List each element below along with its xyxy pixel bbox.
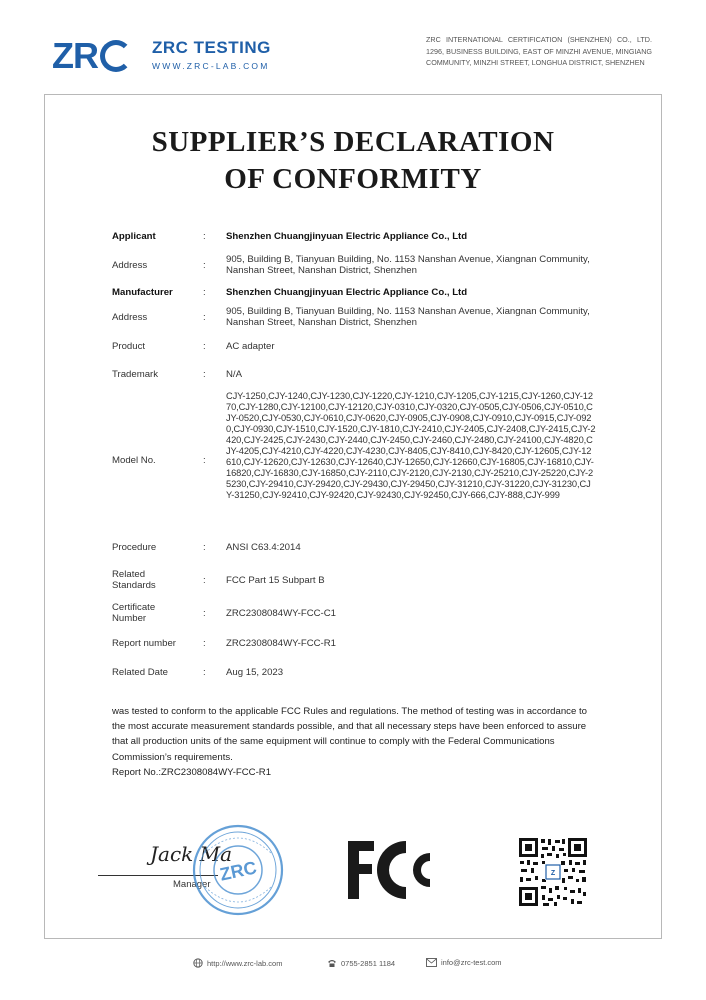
company-address: ZRC INTERNATIONAL CERTIFICATION (SHENZHEN) CO., LTD. 1296, BUSINESS BUILDING, EAST OF MINZHI AVENUE, MINGIANG COMMUNITY, MINZHI STREET, LONGHUA DISTRICT, SHENZHEN [426, 35, 652, 67]
field-applicant-address [112, 254, 592, 278]
field-value: 905, Building B, Tianyuan Building, No. 1153 Nanshan Avenue, Xiangnan Community, Nanshan Street, Nanshan District, Shenzhen [226, 306, 590, 328]
field-label: Trademark [112, 369, 159, 380]
logo-mark: ZR [52, 36, 132, 76]
logo-name: ZRC TESTING [152, 38, 271, 57]
field-value: ZRC2308084WY-FCC-C1 [226, 608, 337, 619]
field-value: N/A [226, 369, 242, 380]
field-colon: : [203, 455, 206, 466]
footer-email[interactable]: info@zrc-test.com [426, 958, 502, 969]
field-colon: : [203, 575, 206, 586]
field-label: Related Standards [112, 569, 156, 591]
field-colon: : [203, 260, 206, 271]
stamp-text: ZRC [218, 857, 259, 885]
field-report-number [112, 638, 592, 650]
globe-icon [193, 958, 203, 970]
phone-icon [327, 958, 337, 970]
field-colon: : [203, 638, 206, 649]
logo-url: WWW.ZRC-LAB.COM [152, 61, 270, 71]
field-value: FCC Part 15 Subpart B [226, 575, 325, 586]
field-label: Address [112, 260, 148, 271]
field-value: Shenzhen Chuangjinyuan Electric Appliance Co., Ltd [226, 231, 468, 242]
field-manufacturer-address [112, 306, 592, 330]
fcc-logo [346, 839, 436, 901]
svg-text:Z: Z [550, 870, 556, 877]
title-line-1: SUPPLIER’S DECLARATION [151, 126, 555, 158]
field-procedure [112, 542, 592, 554]
field-colon: : [203, 369, 206, 380]
field-value: 905, Building B, Tianyuan Building, No. 1153 Nanshan Avenue, Xiangnan Community, Nanshan Street, Nanshan District, Shenzhen [226, 254, 590, 276]
field-colon: : [203, 608, 206, 619]
field-value: ANSI C63.4:2014 [226, 542, 301, 553]
field-colon: : [203, 312, 206, 323]
zrc-logo [52, 36, 292, 76]
field-value: AC adapter [226, 341, 275, 352]
zrc-stamp [191, 823, 285, 917]
field-manufacturer [112, 287, 592, 299]
field-product [112, 341, 592, 353]
field-colon: : [203, 287, 206, 298]
field-label: Certificate Number [112, 602, 156, 624]
field-label: Product [112, 341, 146, 352]
signature-role: Manager [173, 879, 211, 890]
field-label: Procedure [112, 542, 157, 553]
field-applicant [112, 231, 592, 243]
title-line-2: OF CONFORMITY [224, 163, 482, 195]
field-colon: : [203, 542, 206, 553]
field-label: Manufacturer [112, 287, 173, 298]
field-label: Related Date [112, 667, 168, 678]
signature: Jack Ma [150, 842, 233, 866]
field-colon: : [203, 667, 206, 678]
field-value: CJY-1250,CJY-1240,CJY-1230,CJY-1220,CJY-1210,CJY-1205,CJY-1215,CJY-1260,CJY-1270,CJY-1280,CJY-12100,CJY-12120,CJY-0310,CJY-0320,CJY-0505,CJY-0506,CJY-0510,CJY-0520,CJY-0530,CJY-0610,CJY-0620,CJY-0905,CJY-0908,CJY-0910,CJY-0915,CJY-0920,CJY-0930,CJY-1510,CJY-1520,CJY-1810,CJY-2410,CJY-2405,CJY-2408,CJY-2415,CJY-2420,CJY-2425,CJY-2430,CJY-2440,CJY-2450,CJY-2460,CJY-2480,CJY-24100,CJY-4820,CJY-4205,CJY-4210,CJY-4220,CJY-4230,CJY-8405,CJY-8410,CJY-8420,CJY-12605,CJY-12610,CJY-12620,CJY-12630,CJY-12640,CJY-12650,CJY-12660,CJY-16805,CJY-16810,CJY-16820,CJY-16830,CJY-16850,CJY-2110,CJY-2120,CJY-2130,CJY-25210,CJY-25220,CJY-25230,CJY-29410,CJY-29420,CJY-29430,CJY-29450,CJY-31210,CJY-31220,CJY-31230,CJY-31250,CJY-92410,CJY-92420,CJY-92430,CJY-92450,CJY-666,CJY-888,CJY-999 [226, 391, 596, 500]
field-colon: : [203, 341, 206, 352]
field-label: Model No. [112, 455, 156, 466]
footer-phone: 0755-2851 1184 [327, 958, 395, 970]
declaration-report-line: Report No.:ZRC2308084WY-FCC-R1 [112, 766, 272, 778]
field-related-standards [112, 569, 592, 593]
field-related-date [112, 667, 592, 679]
field-label: Report number [112, 638, 176, 649]
mail-icon [426, 958, 437, 969]
declaration-text: was tested to conform to the applicable FCC Rules and regulations. The method of testing was in accordance to the most accurate measurement standards possible, and that all necessary steps have been enforced to assure that all production units of the same equipment will continue to comply with the Federal Communications Commission’s requirements. [112, 706, 587, 763]
footer-website[interactable]: http://www.zrc-lab.com [193, 958, 282, 970]
qr-code [518, 837, 588, 907]
field-model-no [112, 391, 596, 533]
field-colon: : [203, 231, 206, 242]
document-title [0, 124, 706, 198]
declaration-paragraph [112, 704, 592, 780]
field-label: Address [112, 312, 148, 323]
field-value: Aug 15, 2023 [226, 667, 284, 678]
field-trademark [112, 369, 592, 381]
field-label: Applicant [112, 231, 156, 242]
field-value: Shenzhen Chuangjinyuan Electric Appliance Co., Ltd [226, 287, 468, 298]
field-value: ZRC2308084WY-FCC-R1 [226, 638, 337, 649]
field-certificate-number [112, 602, 592, 626]
